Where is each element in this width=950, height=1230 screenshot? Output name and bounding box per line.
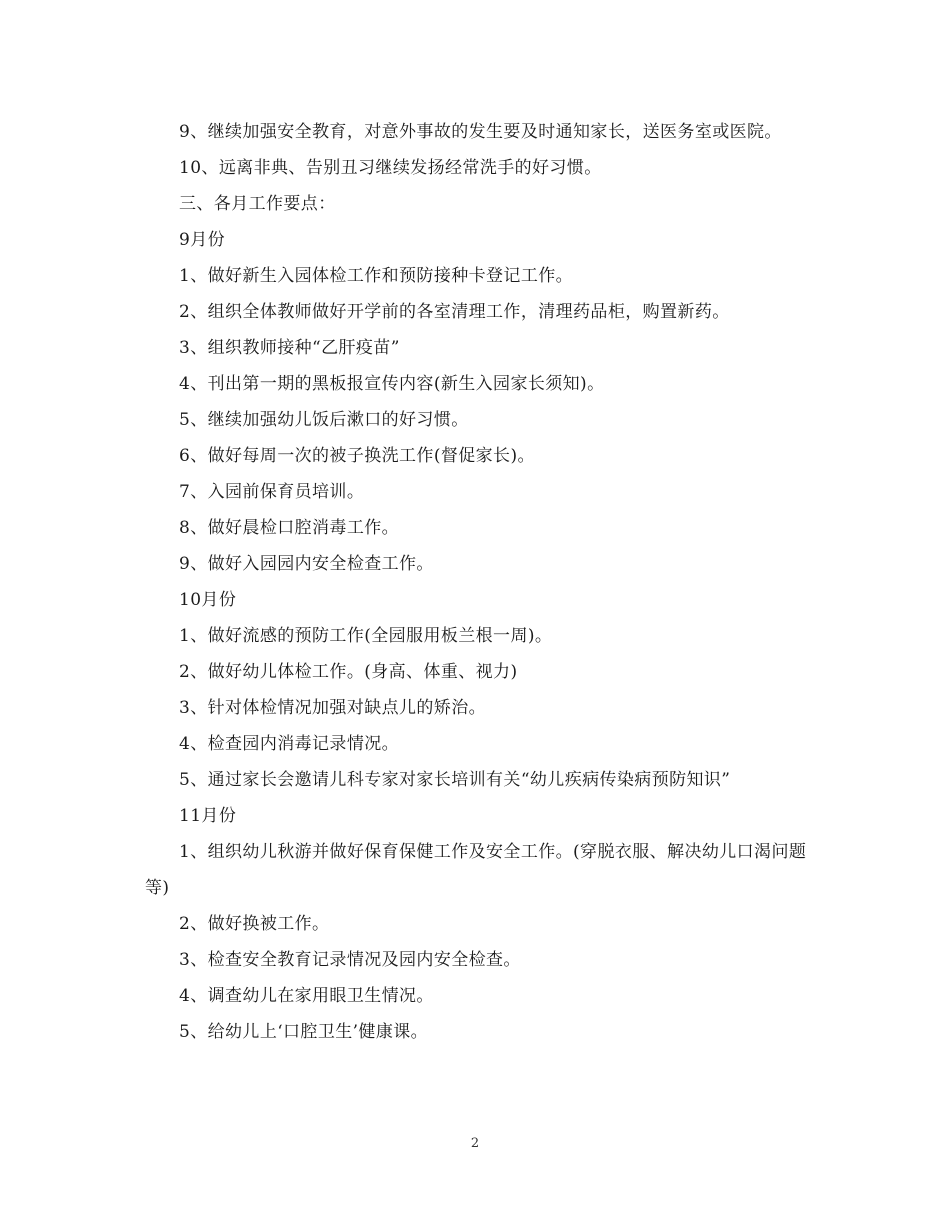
list-item: 3、检查安全教育记录情况及园内安全检查。 xyxy=(179,950,521,970)
document-body xyxy=(145,114,815,1050)
list-item: 3、组织教师接种“乙肝疫苗” xyxy=(179,338,400,358)
paragraph-hygiene-habit: 10、远离非典、告别丑习继续发扬经常洗手的好习惯。 xyxy=(179,158,602,178)
page-number: 2 xyxy=(470,1136,480,1151)
list-item: 1、组织幼儿秋游并做好保育保健工作及安全工作。(穿脱衣服、解决幼儿口渴问题等) xyxy=(145,842,807,898)
list-item: 1、做好新生入园体检工作和预防接种卡登记工作。 xyxy=(179,266,574,286)
list-item: 2、做好幼儿体检工作。(身高、体重、视力) xyxy=(179,662,518,682)
list-item: 4、调查幼儿在家用眼卫生情况。 xyxy=(179,986,434,1006)
paragraph-safety-education: 9、继续加强安全教育，对意外事故的发生要及时通知家长，送医务室或医院。 xyxy=(179,122,782,142)
list-item: 5、通过家长会邀请儿科专家对家长培训有关“幼儿疾病传染病预防知识” xyxy=(179,770,731,790)
list-item: 6、做好每周一次的被子换洗工作(督促家长)。 xyxy=(179,446,535,466)
month-heading-november: 11月份 xyxy=(179,806,237,826)
list-item: 2、做好换被工作。 xyxy=(179,914,330,934)
list-item: 2、组织全体教师做好开学前的各室清理工作，清理药品柜，购置新药。 xyxy=(179,302,730,322)
list-item: 4、刊出第一期的黑板报宣传内容(新生入园家长须知)。 xyxy=(179,374,605,394)
list-item: 9、做好入园园内安全检查工作。 xyxy=(179,554,434,574)
section-heading-monthly-points: 三、各月工作要点： xyxy=(179,194,336,214)
month-heading-october: 10月份 xyxy=(179,590,237,610)
month-heading-september: 9月份 xyxy=(179,230,226,250)
list-item: 7、入园前保育员培训。 xyxy=(179,482,365,502)
list-item: 4、检查园内消毒记录情况。 xyxy=(179,734,400,754)
list-item: 3、针对体检情况加强对缺点儿的矫治。 xyxy=(179,698,487,718)
list-item: 8、做好晨检口腔消毒工作。 xyxy=(179,518,400,538)
list-item: 1、做好流感的预防工作(全园服用板兰根一周)。 xyxy=(179,626,553,646)
list-item: 5、继续加强幼儿饭后漱口的好习惯。 xyxy=(179,410,469,430)
list-item: 5、给幼儿上‘口腔卫生’健康课。 xyxy=(179,1022,429,1042)
